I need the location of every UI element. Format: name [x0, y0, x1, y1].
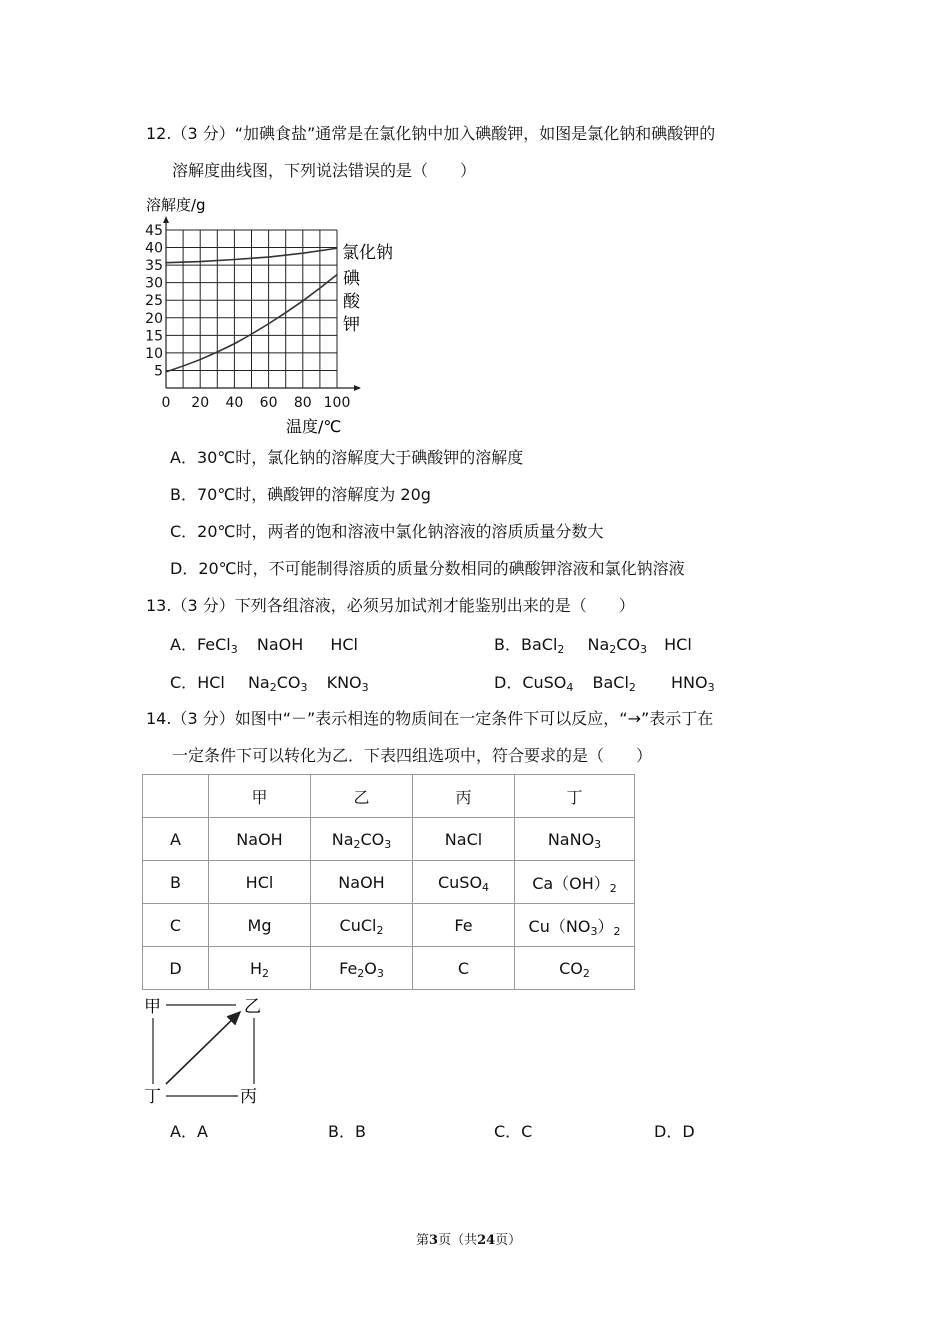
- table-cell: B: [143, 861, 209, 904]
- table-cell: A: [143, 818, 209, 861]
- table-row: [143, 861, 635, 904]
- chart-xlabel: 温度/℃: [286, 417, 342, 436]
- label-kio3-1: 碘: [343, 269, 360, 289]
- table-cell: HCl: [209, 861, 311, 904]
- table-cell: NaNO$_3$: [515, 818, 635, 861]
- q12-stem-line1: 12.（3 分）“加碘食盐”通常是在氯化钠中加入碘酸钾，如图是氯化钠和碘酸钾的: [146, 124, 716, 143]
- table-header-row: [143, 775, 635, 818]
- q14-option-d: D．D: [654, 1122, 695, 1141]
- table-cell: $H_2$: [209, 947, 311, 990]
- label-nacl: 氯化钠: [342, 243, 393, 263]
- x-tick-label: 0: [161, 395, 171, 411]
- q14-option-a: A．A: [170, 1122, 208, 1141]
- y-tick-label: 25: [145, 293, 163, 310]
- y-axis-arrow: [163, 216, 169, 223]
- table-cell: Fe: [413, 904, 515, 947]
- q12-option-c: C．20℃时，两者的饱和溶液中氯化钠溶液的溶质质量分数大: [170, 522, 604, 541]
- table-row: [143, 818, 635, 861]
- x-axis-arrow: [354, 385, 361, 391]
- chart-axes: [163, 216, 361, 391]
- table-cell: NaOH: [311, 861, 413, 904]
- page-total: 24: [477, 1233, 496, 1248]
- q12-option-d: D．20℃时，不可能制得溶质的质量分数相同的碘酸钾溶液和氯化钠溶液: [170, 559, 685, 578]
- table-cell: C: [413, 947, 515, 990]
- table-header-cell: 丙: [413, 775, 515, 818]
- table-cell: C: [143, 904, 209, 947]
- table-header-cell: 甲: [209, 775, 311, 818]
- y-tick-label: 20: [145, 310, 163, 327]
- x-tick-label: 60: [259, 395, 278, 411]
- q13-option-d: D．CuSO$_4$ BaCl$_2$ $HNO_3$: [494, 673, 715, 694]
- y-tick-label: 40: [145, 240, 163, 257]
- page-footer: 第3页（共24页）: [416, 1233, 522, 1248]
- q12-stem-line2: 溶解度曲线图，下列说法错误的是（ ）: [172, 161, 477, 180]
- table-cell: Mg: [209, 904, 311, 947]
- options-table: [142, 774, 635, 990]
- table-cell: $Fe_2O_3$: [311, 947, 413, 990]
- solubility-chart: [140, 192, 410, 440]
- q14-stem-line2: 一定条件下可以转化为乙．下表四组选项中，符合要求的是（ ）: [172, 746, 653, 765]
- table-cell: $Ca(OH)_2$: [515, 861, 635, 904]
- q13-option-a: A．FeCl$_3$ NaOH HCl: [170, 635, 358, 656]
- table-row: [143, 904, 635, 947]
- x-tick-label: 100: [323, 395, 351, 411]
- table-cell: $Cu(NO_3)_2$: [515, 904, 635, 947]
- y-tick-label: 45: [145, 223, 163, 239]
- arrow-ding-to-yi: [166, 1012, 240, 1084]
- node-ding: 丁: [144, 1087, 161, 1107]
- chart-ylabel: 溶解度/g: [146, 196, 206, 214]
- q14-option-b: B．B: [328, 1122, 366, 1141]
- chart-grid: [166, 230, 337, 388]
- y-tick-label: 35: [145, 258, 163, 275]
- table-cell: D: [143, 947, 209, 990]
- table-cell: $CO_2$: [515, 947, 635, 990]
- table-cell: $Na_2CO_3$: [311, 818, 413, 861]
- node-bing: 丙: [240, 1087, 257, 1107]
- q14-stem-line1: 14.（3 分）如图中“－”表示相连的物质间在一定条件下可以反应，“→”表示丁在: [146, 709, 714, 728]
- q12-option-b: B．70℃时，碘酸钾的溶解度为 20g: [170, 485, 431, 504]
- x-tick-label: 20: [191, 395, 210, 411]
- y-tick-label: 10: [145, 345, 163, 362]
- y-tick-label: 30: [145, 275, 163, 292]
- reaction-diagram: [140, 992, 270, 1110]
- table-cell: CuCl$_2$: [311, 904, 413, 947]
- q14-option-c: C．C: [494, 1122, 533, 1141]
- q13-option-b: B．BaCl$_2$ $Na_2CO_3$ HCl: [494, 635, 692, 656]
- q13-option-c: C．HCl $Na_2CO_3$ $KNO_3$: [170, 673, 369, 694]
- q13-stem: 13.（3 分）下列各组溶液，必须另加试剂才能鉴别出来的是（ ）: [146, 596, 635, 615]
- x-tick-label: 80: [293, 395, 312, 411]
- table-cell: CuSO$_4$: [413, 861, 515, 904]
- table-header-cell: [143, 775, 209, 818]
- page-number: 3: [429, 1233, 439, 1248]
- node-yi: 乙: [244, 997, 261, 1017]
- label-kio3-3: 钾: [343, 315, 360, 335]
- y-tick-label: 5: [154, 363, 163, 380]
- table-row: [143, 947, 635, 990]
- y-tick-label: 15: [145, 328, 163, 345]
- q12-option-a: A．30℃时，氯化钠的溶解度大于碘酸钾的溶解度: [170, 448, 524, 467]
- label-kio3-2: 酸: [343, 292, 360, 312]
- x-tick-label: 40: [225, 395, 244, 411]
- table-cell: NaOH: [209, 818, 311, 861]
- table-cell: NaCl: [413, 818, 515, 861]
- table-header-cell: 丁: [515, 775, 635, 818]
- table-header-cell: 乙: [311, 775, 413, 818]
- node-jia: 甲: [144, 997, 161, 1017]
